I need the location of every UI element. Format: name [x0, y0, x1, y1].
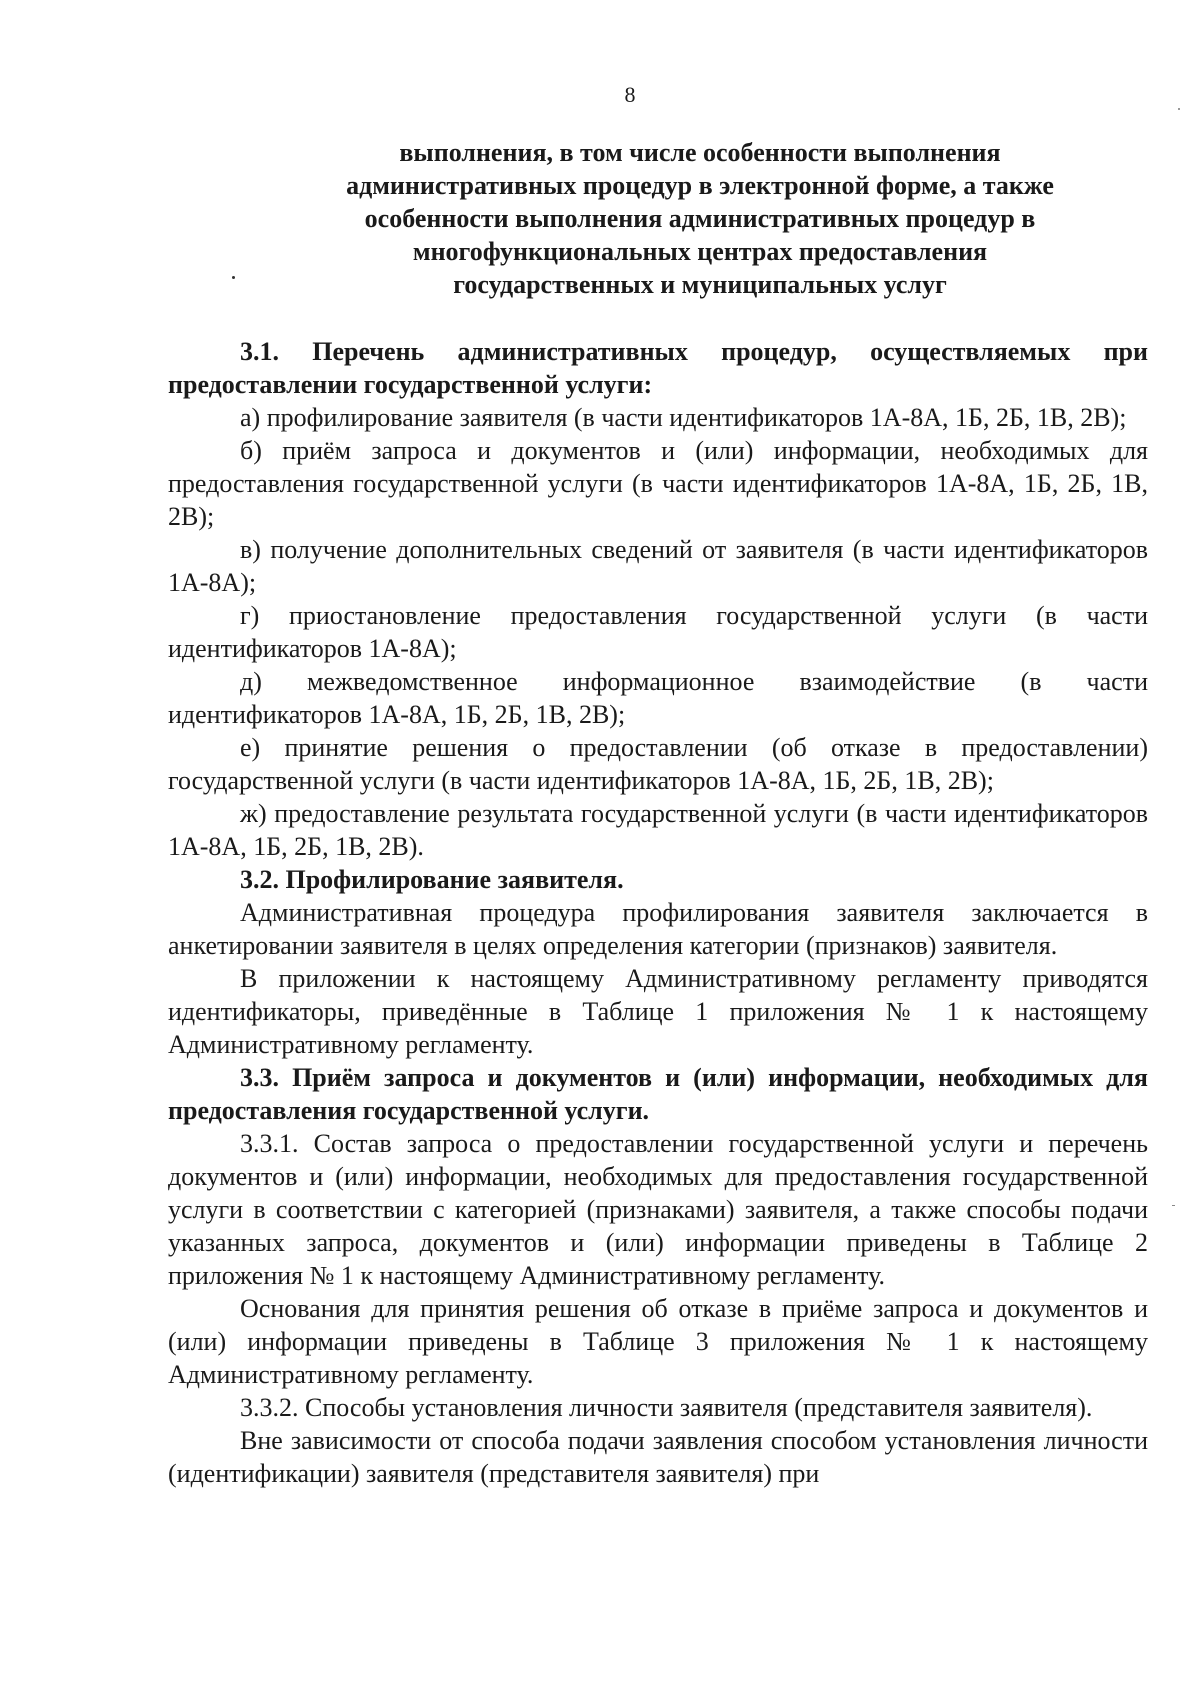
paragraph: Основания для принятия решения об отказе в приёме запроса и документов и (или) информации приведены в Таблице 3 приложения № 1 к настоящему Административному регламенту.: [168, 1294, 1148, 1389]
paragraph: 3.3.2. Способы установления личности заявителя (представителя заявителя).: [240, 1393, 1093, 1422]
scan-speck: [232, 276, 235, 279]
list-item-zh: ж) предоставление результата государственной услуги (в части идентификаторов 1А-8А, 1Б, 2Б, 1В, 2В).: [168, 799, 1148, 861]
paragraph: Вне зависимости от способа подачи заявления способом установления личности (идентификации) заявителя (представителя заявителя) при: [168, 1426, 1148, 1488]
scan-speck: [1178, 108, 1180, 110]
heading-line: особенности выполнения административных процедур в: [364, 204, 1036, 233]
list-item-d: д) межведомственное информационное взаимодействие (в части идентификаторов 1А-8А, 1Б, 2Б, 1В, 2В);: [168, 667, 1148, 729]
list-item-a: а) профилирование заявителя (в части идентификаторов 1А-8А, 1Б, 2Б, 1В, 2В);: [240, 403, 1127, 432]
section-title-3-3: 3.3. Приём запроса и документов и (или) информации, необходимых для предоставления государственной услуги.: [168, 1063, 1148, 1125]
heading-line: государственных и муниципальных услуг: [453, 270, 947, 299]
paragraph: Административная процедура профилирования заявителя заключается в анкетировании заявителя в целях определения категории (признаков) заявителя.: [168, 898, 1148, 960]
heading-line: многофункциональных центрах предоставления: [412, 237, 988, 266]
list-item-b: б) приём запроса и документов и (или) информации, необходимых для предоставления государственной услуги (в части идентификаторов 1А-8А, 1Б, 2Б, 1В, 2В);: [168, 436, 1148, 531]
heading-line: выполнения, в том числе особенности выполнения: [399, 138, 1001, 167]
paragraph: В приложении к настоящему Административному регламенту приводятся идентификаторы, приведённые в Таблице 1 приложения № 1 к настоящему Административному регламенту.: [168, 964, 1148, 1059]
list-item-e: е) принятие решения о предоставлении (об отказе в предоставлении) государственной услуги (в части идентификаторов 1А-8А, 1Б, 2Б, 1В, 2В);: [168, 733, 1148, 795]
list-item-g: г) приостановление предоставления государственной услуги (в части идентификаторов 1А-8А);: [168, 601, 1148, 663]
list-item-v: в) получение дополнительных сведений от заявителя (в части идентификаторов 1А-8А);: [168, 535, 1148, 597]
paragraph: 3.3.1. Состав запроса о предоставлении государственной услуги и перечень документов и (или) информации, необходимых для предоставления государственной услуги в соответствии с категорией (признаками) заявителя, а также способы подачи указанных запроса, документов и (или) информации приведены в Таблице 2 приложения № 1 к настоящему Административному регламенту.: [168, 1129, 1148, 1290]
page-number: 8: [624, 82, 636, 107]
scan-speck: [1172, 1205, 1175, 1206]
heading-line: административных процедур в электронной форме, а также: [346, 171, 1054, 200]
section-title-3-2: 3.2. Профилирование заявителя.: [240, 865, 624, 894]
document-body: [168, 335, 1148, 1490]
section-title-3-1: 3.1. Перечень административных процедур, осуществляемых при предоставлении государственной услуги:: [168, 337, 1148, 399]
section-heading: [300, 136, 1100, 301]
